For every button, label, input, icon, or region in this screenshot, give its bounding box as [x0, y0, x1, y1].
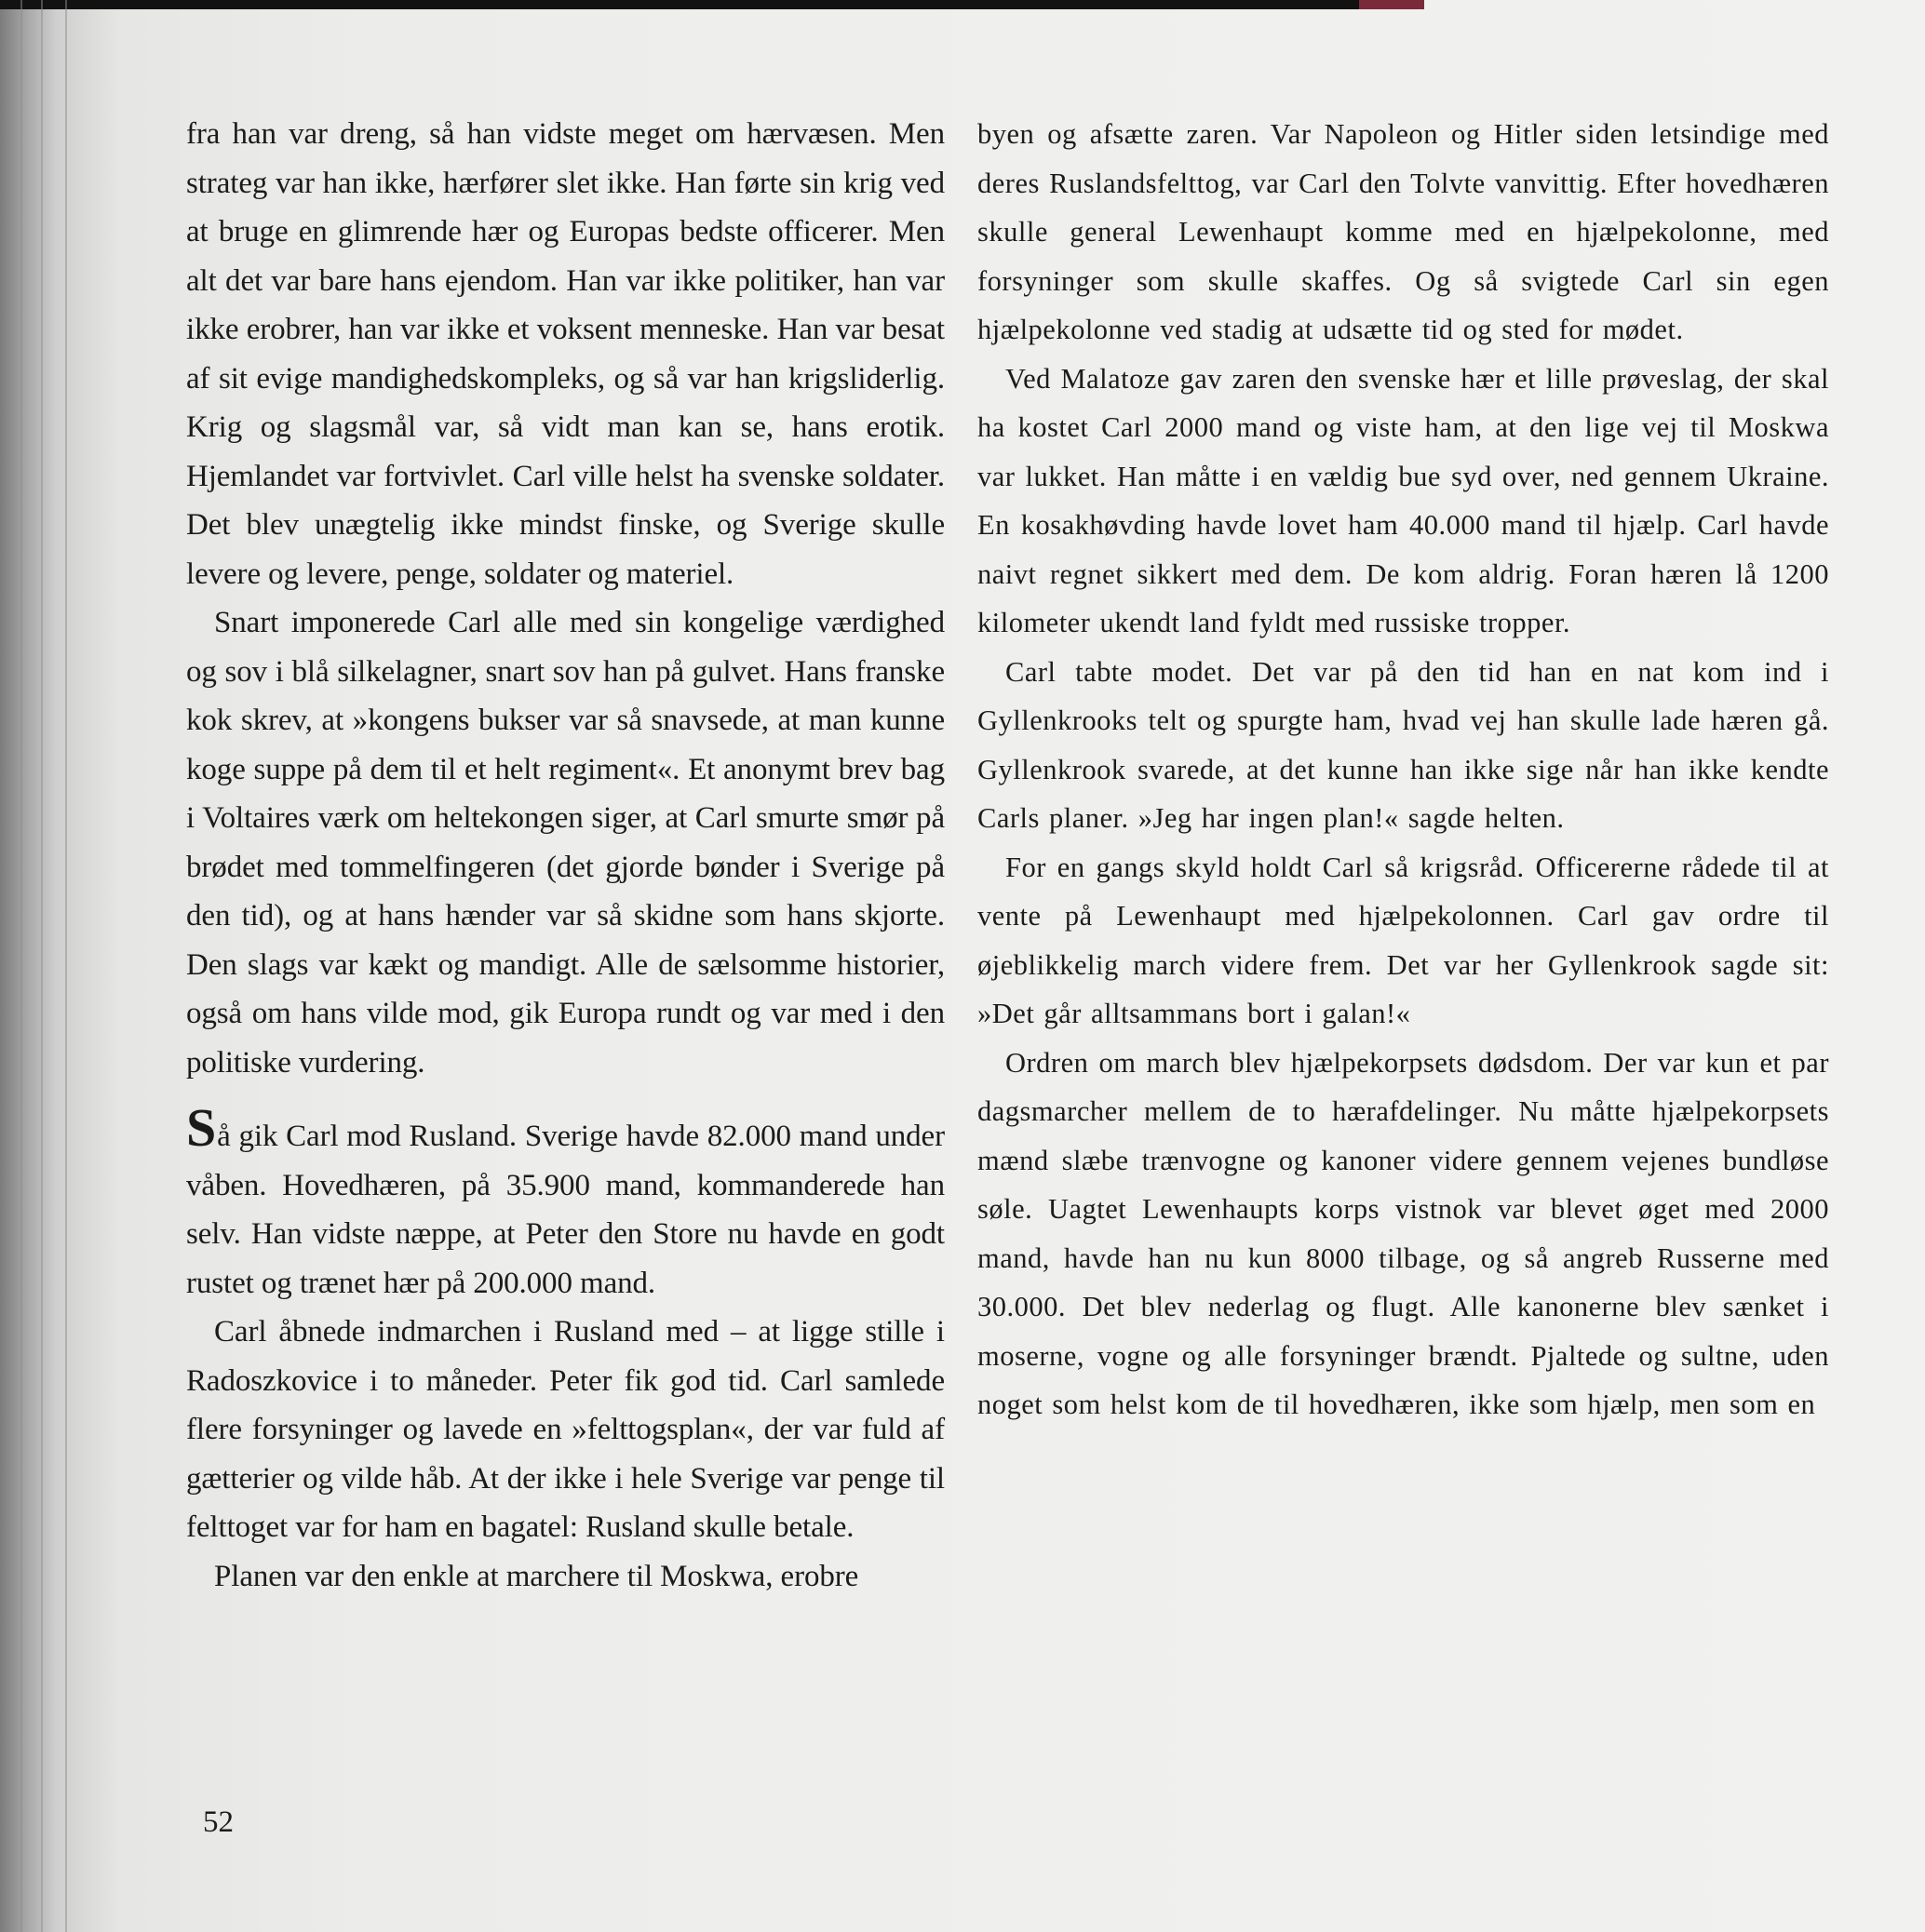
page-leaf-edge: [41, 0, 43, 1932]
paragraph: Ved Malatoze gav zaren den svenske hær et lille prøveslag, der skal ha kostet Carl 2000 mand og viste ham, at den lige vej til Moskwa var lukket. Han måtte i en vældig bue syd over, ned gennem Ukraine. En kosakhøvding havde lovet ham 40.000 mand til hjælp. Carl havde naivt regnet sikkert med dem. De kom aldrig. Foran hæren lå 1200 kilometer ukendt land fyldt med russiske tropper.: [977, 362, 1829, 638]
left-column: [186, 110, 945, 1601]
right-column: [977, 110, 1829, 1429]
paragraph: For en gangs skyld holdt Carl så krigsråd. Officererne rådede til at vente på Lewenhaupt med hjælpekolonnen. Carl gav ordre til øjeblikkelig march videre frem. Det var her Gyllenkrook sagde sit: »Det går alltsammans bort i galan!«: [977, 851, 1829, 1029]
paragraph: Carl åbnede indmarchen i Rusland med – at ligge stille i Radoszkovice i to måneder. Peter fik god tid. Carl samlede flere forsyninger og lavede en »felttogsplan«, der var fuld af gætterier og vilde håb. At der ikke i hele Sverige var penge til felttoget var for ham en bagatel: Rusland skulle betale.: [186, 1315, 945, 1544]
paragraph: Ordren om march blev hjælpekorpsets dødsdom. Der var kun et par dagsmarcher mellem de to hærafdelinger. Nu måtte hjælpekorpsets mænd slæbe trænvogne og kanoner videre gennem vejenes bundløse søle. Uagtet Lewenhaupts korps vistnok var blevet øget med 2000 mand, havde han nu kun 8000 tilbage, og så angreb Russerne med 30.000. Det blev nederlag og flugt. Alle kanonerne blev sænket i moserne, vogne og alle forsyninger brændt. Pjaltede og sultne, uden noget som helst kom de til hovedhæren, ikke som hjælp, men som en: [977, 1046, 1829, 1420]
section-start-paragraph: [186, 1097, 945, 1308]
page-leaf-edge: [20, 0, 22, 1932]
paragraph: byen og afsætte zaren. Var Napoleon og Hitler siden letsindige med deres Ruslandsfelttog, var Carl den Tolvte vanvittig. Efter hovedhæren skulle general Lewenhaupt komme med en hjælpekolonne, med forsyninger som skulle skaffes. Og så svigtede Carl sin egen hjælpekolonne ved stadig at udsætte tid og sted for mødet.: [977, 118, 1829, 345]
drop-cap: S: [186, 1097, 217, 1158]
paragraph: fra han var dreng, så han vidste meget om hærvæsen. Men strateg var han ikke, hærfører slet ikke. Han førte sin krig ved at bruge en glimrende hær og Europas bedste officerer. Men alt det var bare hans ejendom. Han var ikke politiker, han var ikke erobrer, han var ikke et voksent menneske. Han var besat af sit evige mandighedskompleks, og så var han krigsliderlig. Krig og slagsmål var, så vidt man kan se, hans erotik. Hjemlandet var fortvivlet. Carl ville helst ha svenske soldater. Det blev unægtelig ikke mindst finske, og Sverige skulle levere og levere, penge, soldater og materiel.: [186, 117, 945, 591]
section-first-text: å gik Carl mod Rusland. Sverige havde 82.000 mand under våben. Hovedhæren, på 35.900 mand, kommanderede han selv. Han vidste næppe, at Peter den Store nu havde en godt rustet og trænet hær på 200.000 mand.: [186, 1120, 945, 1300]
paragraph: Snart imponerede Carl alle med sin kongelige værdighed og sov i blå silkelagner, snart sov han på gulvet. Hans franske kok skrev, at »kongens bukser var så snavsede, at man kunne koge suppe på dem til et helt regiment«. Et anonymt brev bag i Voltaires værk om heltekongen siger, at Carl smurte smør på brødet med tommelfingeren (det gjorde bønder i Sverige på den tid), og at hans hænder var så skidne som hans skjorte. Den slags var kækt og mandigt. Alle de sælsomme historier, også om hans vilde mod, gik Europa rundt og var med i den politiske vurdering.: [186, 606, 945, 1080]
page-leaf-edge: [65, 0, 67, 1932]
book-cover-edge: [1359, 0, 1424, 9]
paragraph: Carl tabte modet. Det var på den tid han en nat kom ind i Gyllenkrooks telt og spurgte ham, hvad vej han skulle lade hæren gå. Gyllenkrook svarede, at det kunne han ikke sige når han ikke kendte Carls planer. »Jeg har ingen plan!« sagde helten.: [977, 655, 1829, 834]
paragraph: Planen var den enkle at marchere til Moskwa, erobre: [214, 1559, 859, 1593]
book-top-edge: [0, 0, 1396, 9]
page-number: 52: [203, 1805, 234, 1839]
